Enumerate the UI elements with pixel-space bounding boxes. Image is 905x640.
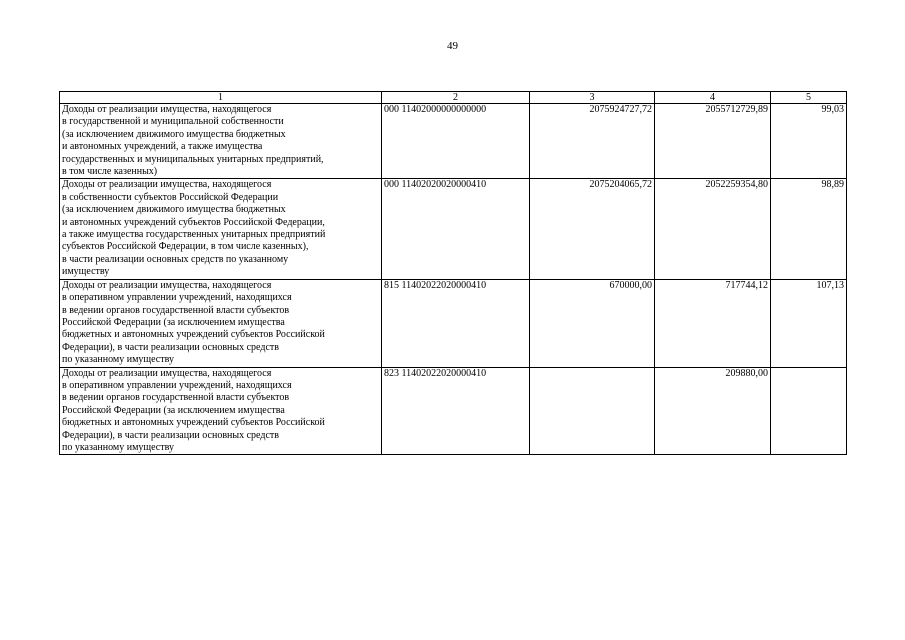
revenue-name-cell: Доходы от реализации имущества, находящегося в собственности субъектов Российской Федерации (за исключением движимого имущества бюджетных и автономных учреждений субъектов Российской Федерации, а также имущества государственных унитарных предприятий субъектов Российской Федерации, в том числе казенных), в части реализации основных средств по указанному имуществу — [60, 179, 382, 279]
planned-amount-cell: 670000,00 — [530, 279, 655, 367]
budget-code-cell: 000 11402020020000410 — [382, 179, 530, 279]
budget-code-cell: 000 11402000000000000 — [382, 104, 530, 179]
table-row — [60, 104, 847, 179]
budget-code-cell: 823 11402022020000410 — [382, 367, 530, 455]
actual-amount-cell: 2055712729,89 — [655, 104, 771, 179]
table-row — [60, 279, 847, 367]
execution-percent-cell: 98,89 — [771, 179, 847, 279]
actual-amount-cell: 717744,12 — [655, 279, 771, 367]
planned-amount-cell — [530, 367, 655, 455]
column-header-3: 3 — [530, 92, 655, 104]
column-header-1: 1 — [60, 92, 382, 104]
table-header-row — [60, 92, 847, 104]
column-header-4: 4 — [655, 92, 771, 104]
actual-amount-cell: 2052259354,80 — [655, 179, 771, 279]
revenue-name-cell: Доходы от реализации имущества, находящегося в государственной и муниципальной собственности (за исключением движимого имущества бюджетных и автономных учреждений, а также имущества государственных и муниципальных унитарных предприятий, в том числе казенных) — [60, 104, 382, 179]
column-header-2: 2 — [382, 92, 530, 104]
page-number: 49 — [447, 40, 458, 52]
budget-code-cell: 815 11402022020000410 — [382, 279, 530, 367]
revenue-name-cell: Доходы от реализации имущества, находящегося в оперативном управлении учреждений, находящихся в ведении органов государственной власти субъектов Российской Федерации (за исключением имущества бюджетных и автономных учреждений субъектов Российской Федерации), в части реализации основных средств по указанному имуществу — [60, 367, 382, 455]
revenue-name-cell: Доходы от реализации имущества, находящегося в оперативном управлении учреждений, находящихся в ведении органов государственной власти субъектов Российской Федерации (за исключением имущества бюджетных и автономных учреждений субъектов Российской Федерации), в части реализации основных средств по указанному имуществу — [60, 279, 382, 367]
execution-percent-cell — [771, 367, 847, 455]
actual-amount-cell: 209880,00 — [655, 367, 771, 455]
planned-amount-cell: 2075204065,72 — [530, 179, 655, 279]
table-row — [60, 367, 847, 455]
execution-percent-cell: 99,03 — [771, 104, 847, 179]
table-body — [60, 104, 847, 455]
planned-amount-cell: 2075924727,72 — [530, 104, 655, 179]
table-row — [60, 179, 847, 279]
execution-percent-cell: 107,13 — [771, 279, 847, 367]
revenue-table — [59, 91, 847, 455]
column-header-5: 5 — [771, 92, 847, 104]
